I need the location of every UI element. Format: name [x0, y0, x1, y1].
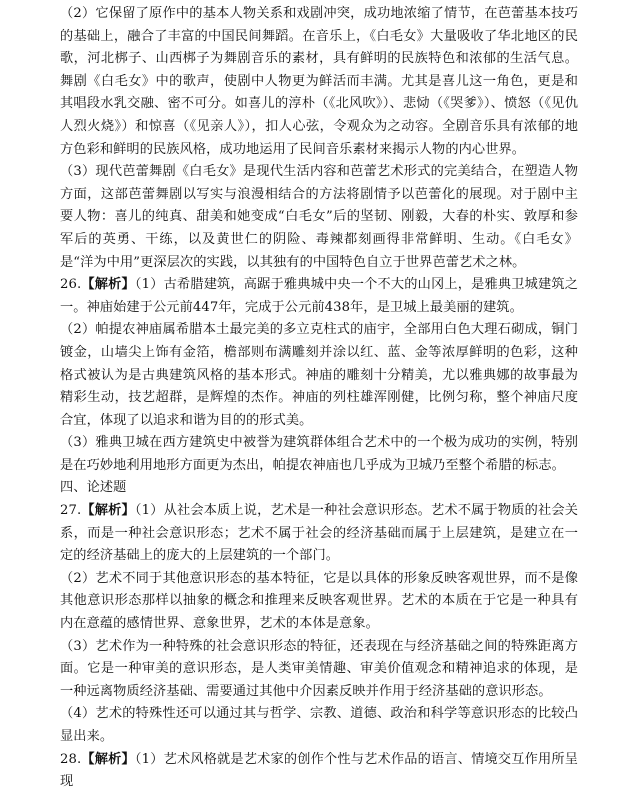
question-number: 28. — [60, 751, 82, 767]
answer-28-part-1 — [60, 749, 578, 794]
answer-26-part-1 — [60, 274, 578, 319]
paragraph-white-haired-girl-2: （2）它保留了原作中的基本人物关系和戏剧冲突，成功地浓缩了情节，在芭蕾基本技巧的基础上，融合了丰富的中国民间舞蹈。在音乐上，《白毛女》大量吸收了华北地区的民歌，河北梆子、山西梆子为舞剧音乐的素材，具有鲜明的民族特色和浓郁的生活气息。舞剧《白毛女》中的歌声，使剧中人物更为鲜活而丰满。尤其是喜儿这一角色，更是和其唱段水乳交融、密不可分。如喜儿的淳朴（《北风吹》）、悲恸（《哭爹》）、愤怒（《见仇人烈火烧》）和惊喜（《见亲人》），扣人心弦，令观众为之动容。全剧音乐具有浓郁的地方色彩和鲜明的民族风格，成功地运用了民间音乐素材来揭示人物的内心世界。 — [60, 6, 578, 157]
question-number: 27. — [60, 503, 82, 519]
question-number: 26. — [60, 277, 82, 293]
answer-27-part-1 — [60, 500, 578, 568]
analysis-tag: 【解析】 — [81, 503, 135, 519]
answer-text: （1）古希腊建筑，高踞于雅典城中央一个不大的山冈上，是雅典卫城建筑之一。神庙始建于公元前447年，完成于公元前438年，是卫城上最美丽的建筑。 — [60, 277, 579, 315]
paragraph-art-feature-4: （4）艺术的特殊性还可以通过其与哲学、宗教、道德、政治和科学等意识形态的比较凸显出来。 — [60, 706, 578, 744]
answer-text: （1）艺术风格就是艺术家的创作个性与艺术作品的语言、情境交互作用所呈现 — [60, 751, 579, 790]
analysis-tag: 【解析】 — [81, 277, 135, 293]
section-heading-essay-questions: 四、论述题 — [60, 480, 127, 496]
document-body — [60, 3, 578, 794]
paragraph-art-feature-3: （3）艺术作为一种特殊的社会意识形态的特征，还表现在与经济基础之间的特殊距离方面。它是一种审美的意识形态，是人类审美情趣、审美价值观念和精神追求的体现，是一种远离物质经济基础、需要通过其他中介因素反映并作用于经济基础的意识形态。 — [60, 638, 578, 699]
paragraph-art-feature-2: （2）艺术不同于其他意识形态的基本特征，它是以具体的形象反映客观世界，而不是像其他意识形态那样以抽象的概念和推理来反映客观世界。艺术的本质在于它是一种具有内在意蕴的感情世界、意象世界，艺术的本体是意象。 — [60, 570, 578, 632]
paragraph-acropolis-3: （3）雅典卫城在西方建筑史中被誉为建筑群体组合艺术中的一个极为成功的实例，特别是在巧妙地利用地形方面更为杰出，帕提农神庙也几乎成为卫城乃至整个希腊的标志。 — [60, 435, 578, 473]
answer-text: （1）从社会本质上说，艺术是一种社会意识形态。艺术不属于物质的社会关系，而是一种社会意识形态；艺术不属于社会的经济基础而属于上层建筑，是建立在一定的经济基础上的庞大的上层建筑的一个部门。 — [60, 503, 579, 564]
paragraph-white-haired-girl-3: （3）现代芭蕾舞剧《白毛女》是现代生活内容和芭蕾艺术形式的完美结合，在塑造人物方面，这部芭蕾舞剧以写实与浪漫相结合的方法将剧情予以芭蕾化的展现。对于剧中主要人物：喜儿的纯真、甜美和她变成“白毛女”后的坚韧、刚毅，大春的朴实、敦厚和参军后的英勇、干练，以及黄世仁的阴险、毒辣都刻画得非常鲜明、生动。《白毛女》是“洋为中用”更深层次的实践，以其独有的中国特色自立于世界芭蕾艺术之林。 — [60, 164, 578, 270]
paragraph-parthenon-2: （2）帕提农神庙属希腊本土最完美的多立克柱式的庙宇，全部用白色大理石砌成，铜门镀金，山墙尖上饰有金箔，檐部则布满雕刻并涂以红、蓝、金等浓厚鲜明的色彩，这种格式被认为是古典建筑风格的基本形式。神庙的雕刻十分精美，尤以雅典娜的故事最为精彩生动，技艺超群，是辉煌的杰作。神庙的列柱雄浑刚健，比例匀称，整个神庙尺度合宜，体现了以追求和谐为目的的形式美。 — [60, 322, 578, 428]
analysis-tag: 【解析】 — [81, 751, 135, 767]
